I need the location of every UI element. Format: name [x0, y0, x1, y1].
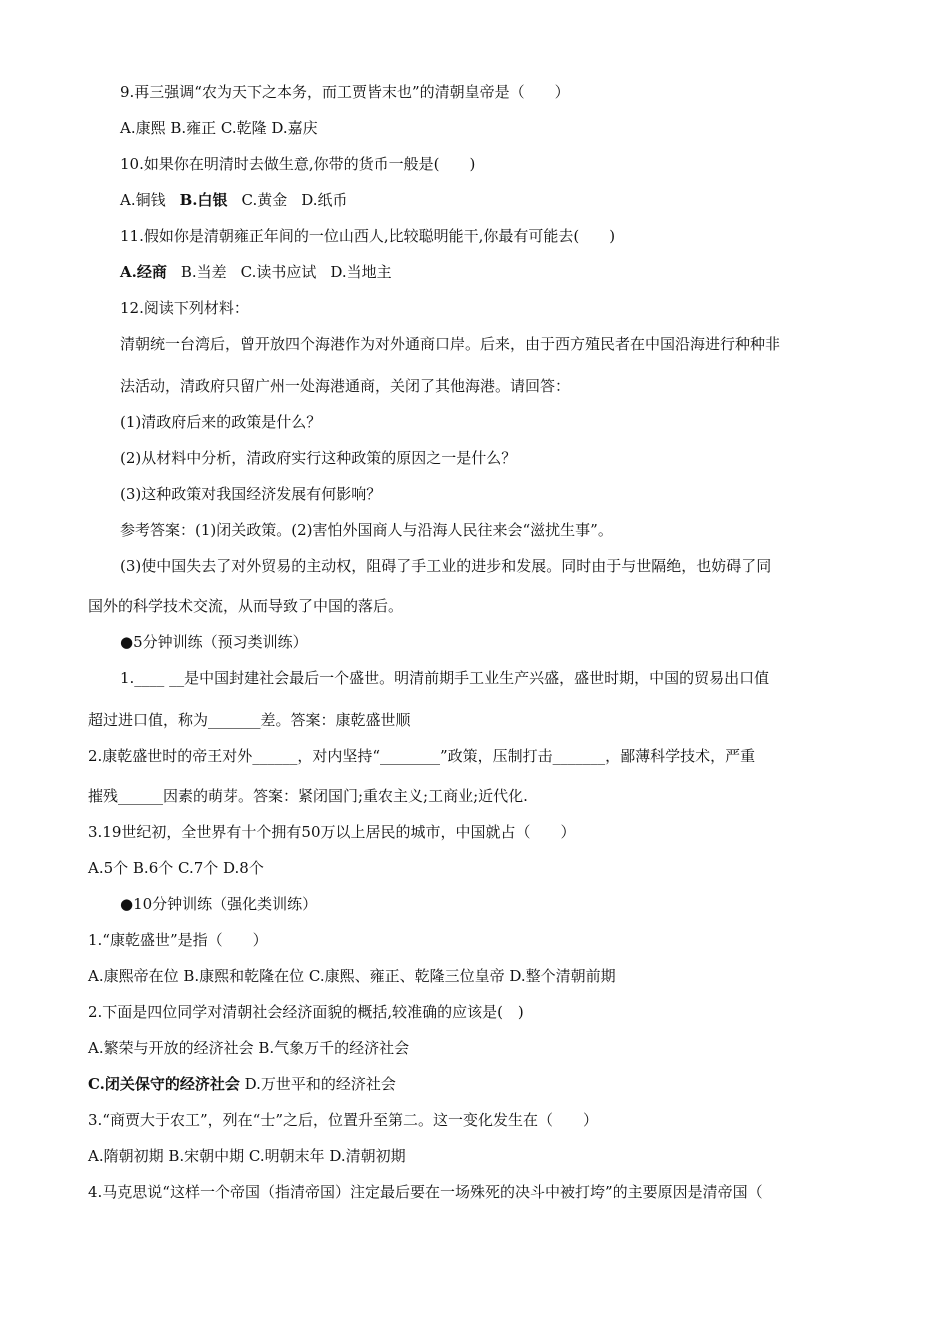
question-12: 12.阅读下列材料：	[120, 299, 249, 317]
reference-answer-3-line-2: 国外的科学技术交流，从而导致了中国的落后。	[88, 597, 404, 615]
fill-question-1-line-1: 1.____ __是中国封建社会最后一个盛世。明清前期手工业生产兴盛，盛世时期，中国的贸易出口值	[120, 669, 770, 687]
question-9: 9.再三强调“农为天下之本务，而工贾皆末也”的清朝皇帝是（ ）	[120, 83, 570, 101]
option-b-answer: B.白银	[179, 191, 228, 209]
material-text-line-1: 清朝统一台湾后，曾开放四个海港作为对外通商口岸。后来，由于西方殖民者在中国沿海进行种种非	[120, 335, 781, 353]
question-3-options: A.隋朝初期 B.宋朝中期 C.明朝末年 D.清朝初期	[88, 1147, 406, 1165]
fill-question-2-line-1: 2.康乾盛世时的帝王对外______，对内坚持“________”政策，压制打击_______，鄙薄科学技术，严重	[88, 747, 756, 765]
option-c: C.黄金	[241, 191, 288, 209]
sub-question-1: (1)清政府后来的政策是什么？	[120, 413, 322, 431]
question-3-options: A.5个 B.6个 C.7个 D.8个	[88, 859, 264, 877]
question-2-options-ab: A.繁荣与开放的经济社会 B.气象万千的经济社会	[88, 1039, 410, 1057]
question-2-economy: 2.下面是四位同学对清朝社会经济面貌的概括,较准确的应该是( )	[88, 1003, 524, 1021]
option-c-answer: C.闭关保守的经济社会	[88, 1075, 240, 1093]
question-2-options-cd	[88, 1074, 396, 1094]
question-4-marx: 4.马克思说“这样一个帝国（指清帝国）注定最后要在一场殊死的决斗中被打垮”的主要原因是清帝国（	[88, 1183, 763, 1201]
option-d: D.当地主	[330, 263, 392, 281]
question-11-options	[120, 262, 392, 282]
fill-question-1-line-2: 超过进口值，称为_______差。答案：康乾盛世顺	[88, 711, 411, 729]
question-11: 11.假如你是清朝雍正年间的一位山西人,比较聪明能干,你最有可能去( )	[120, 227, 616, 245]
option-c: C.读书应试	[240, 263, 317, 281]
material-text-line-2: 法活动，清政府只留广州一处海港通商，关闭了其他海港。请回答：	[120, 377, 571, 395]
question-9-options: A.康熙 B.雍正 C.乾隆 D.嘉庆	[120, 119, 318, 137]
question-3-merchants: 3.“商贾大于农工”，列在“士”之后，位置升至第二。这一变化发生在（ ）	[88, 1111, 598, 1129]
reference-answer: 参考答案：(1)闭关政策。(2)害怕外国商人与沿海人民往来会“滋扰生事”。	[120, 521, 613, 539]
option-a-answer: A.经商	[120, 263, 167, 281]
option-d: D.万世平和的经济社会	[239, 1075, 396, 1093]
section-heading-10min: ●10分钟训练（强化类训练）	[120, 895, 318, 913]
question-10-options	[120, 190, 348, 210]
option-d: D.纸币	[301, 191, 348, 209]
option-b: B.当差	[180, 263, 227, 281]
question-1-options: A.康熙帝在位 B.康熙和乾隆在位 C.康熙、雍正、乾隆三位皇帝 D.整个清朝前期	[88, 967, 616, 985]
option-a: A.铜钱	[120, 191, 166, 209]
question-3-cities: 3.19世纪初，全世界有十个拥有50万以上居民的城市，中国就占（ ）	[88, 823, 576, 841]
sub-question-3: (3)这种政策对我国经济发展有何影响？	[120, 485, 382, 503]
reference-answer-3-line-1: (3)使中国失去了对外贸易的主动权，阻碍了手工业的进步和发展。同时由于与世隔绝，也妨碍了同	[120, 557, 772, 575]
fill-question-2-line-2: 摧残______因素的萌芽。答案：紧闭国门;重农主义;工商业;近代化.	[88, 787, 528, 805]
section-heading-5min: ●5分钟训练（预习类训练）	[120, 633, 308, 651]
question-10: 10.如果你在明清时去做生意,你带的货币一般是( )	[120, 155, 476, 173]
sub-question-2: (2)从材料中分析，清政府实行这种政策的原因之一是什么？	[120, 449, 517, 467]
question-1-kangqian: 1.“康乾盛世”是指（ ）	[88, 931, 268, 949]
